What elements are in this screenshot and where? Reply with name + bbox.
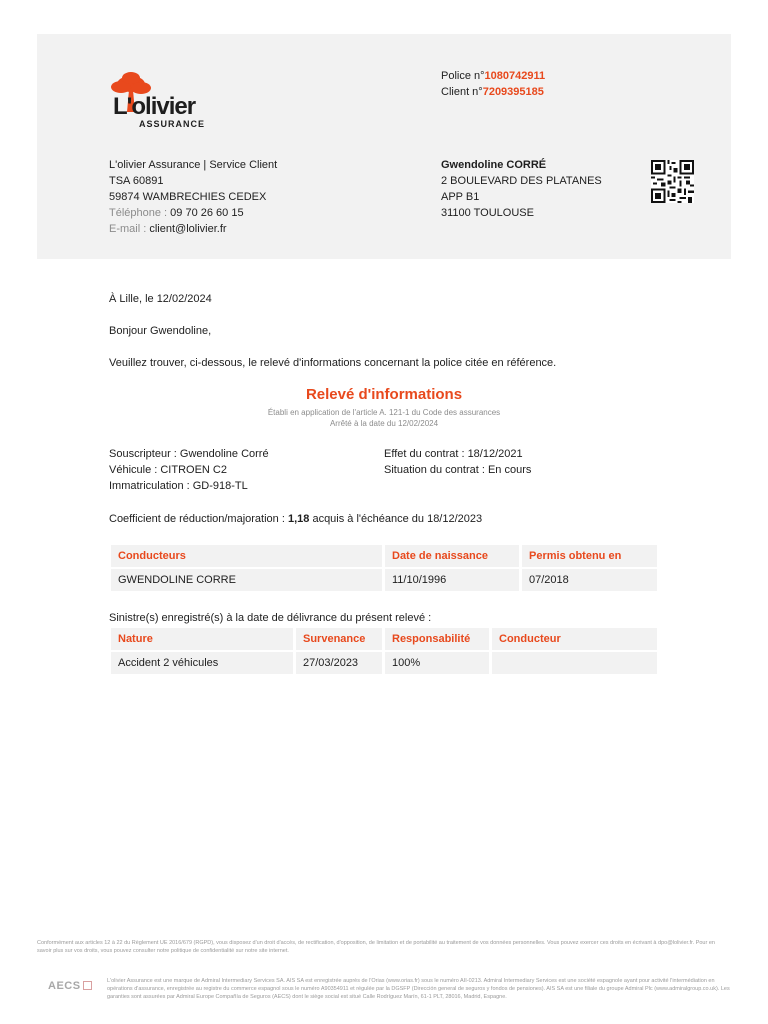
column-header: Date de naissance (385, 545, 519, 567)
document-title: Relevé d'informations (305, 386, 463, 403)
company-logo (109, 70, 224, 132)
column-header: Conducteurs (111, 545, 382, 567)
claims-intro: Sinistre(s) enregistré(s) à la date de délivrance du présent relevé : (109, 612, 432, 624)
recipient-line1: 2 BOULEVARD DES PLATANES (441, 175, 602, 187)
drivers-table (108, 543, 660, 593)
document-subtitle-2: Arrêté à la date du 12/02/2024 (329, 419, 439, 428)
table-cell: 11/10/1996 (385, 569, 519, 591)
table-row (111, 652, 657, 674)
recipient-name: Gwendoline CORRÉ (441, 159, 547, 171)
sender-phone (109, 205, 277, 221)
table-cell: 27/03/2023 (296, 652, 382, 674)
qr-code-icon (651, 160, 694, 203)
greeting: Bonjour Gwendoline, (109, 325, 212, 337)
intro-text: Veuillez trouver, ci-dessous, le relevé d'informations concernant la police citée en référence. (109, 357, 557, 369)
subscriber: Souscripteur : Gwendoline Corré (109, 448, 269, 460)
policy-number: 1080742911 (484, 70, 546, 82)
client-number: 7209395185 (482, 86, 544, 98)
claims-table-header (111, 628, 657, 650)
contract-info-right (384, 446, 531, 478)
column-header: Nature (111, 628, 293, 650)
phone-label: Téléphone : (109, 207, 171, 219)
sender-line3: 59874 WAMBRECHIES CEDEX (109, 191, 267, 203)
vehicle: Véhicule : CITROEN C2 (109, 464, 227, 476)
document-subtitle-1: Établi en application de l'article A. 121-1 du Code des assurances (267, 408, 501, 417)
aecs-label: AECS (48, 980, 81, 992)
coefficient-suffix: acquis à l'échéance du 18/12/2023 (309, 513, 483, 525)
table-cell: Accident 2 véhicules (111, 652, 293, 674)
sender-line1: L'olivier Assurance | Service Client (109, 159, 278, 171)
email-label: E-mail : (109, 223, 150, 235)
svg-text:ASSURANCE: ASSURANCE (139, 119, 206, 129)
recipient-address (441, 157, 602, 221)
contract-effect: Effet du contrat : 18/12/2021 (384, 448, 523, 460)
column-header: Responsabilité (385, 628, 489, 650)
column-header: Permis obtenu en (522, 545, 657, 567)
legal-notice: L'olivier Assurance est une marque de Admiral Intermediary Services SA. AIS SA est enregistrée auprès de l'Orias (www.orias.fr) sous le numéro AII-0213. Admiral Intermediary Services est une société espagnole ayant pour activité l'intermédiation en opérations d'assurance, enregistrée au registre du commerce espagnol sous le numéro A90354911 et régulée par la DGSFP (Dirección general de seguros y fondos de pensiones). AIS SA est une filiale du groupe Admiral Plc (www.admiralgroup.co.uk). Les garanties sont assurées par Admiral Europe Compañía de Seguros (AECS) dont le siège social est situé Calle Rodríguez Marín, 61-1 PLT, 28016, Madrid, Espagne. (107, 978, 730, 1000)
gdpr-notice: Conformément aux articles 12 à 22 du Règlement UE 2016/679 (RGPD), vous disposez d'un droit d'accès, de rectification, d'opposition, de limitation et de portabilité au traitement de vos données personnelles. Vous pouvez exercer ces droits en écrivant à dpo@lolivier.fr. Pour en savoir plus sur vos droits, vous pouvez consulter notre politique de confidentialité sur notre site internet. (37, 940, 715, 954)
email-value: client@lolivier.fr (149, 223, 227, 235)
column-header: Conducteur (492, 628, 657, 650)
coefficient-value: 1,18 (287, 513, 310, 525)
policy-label: Police n° (441, 70, 485, 82)
table-row (111, 569, 657, 591)
contract-info-left (109, 446, 269, 494)
table-cell: 100% (385, 652, 489, 674)
policy-line (441, 68, 545, 84)
phone-value: 09 70 26 60 15 (170, 207, 244, 219)
drivers-table-header (111, 545, 657, 567)
flag-icon (83, 981, 92, 990)
sender-email (109, 221, 277, 237)
coefficient-line (109, 511, 482, 527)
coefficient-prefix: Coefficient de réduction/majoration : (109, 513, 288, 525)
aecs-logo (48, 980, 92, 992)
date-line: À Lille, le 12/02/2024 (109, 293, 212, 305)
sender-address (109, 157, 277, 237)
table-cell: GWENDOLINE CORRE (111, 569, 382, 591)
table-cell: 07/2018 (522, 569, 657, 591)
reference-block (441, 68, 545, 100)
svg-text:L'olivier: L'olivier (113, 93, 196, 120)
recipient-line2: APP B1 (441, 191, 480, 203)
claims-table (108, 626, 660, 676)
contract-status: Situation du contrat : En cours (384, 464, 532, 476)
recipient-line3: 31100 TOULOUSE (441, 207, 534, 219)
table-cell (492, 652, 657, 674)
column-header: Survenance (296, 628, 382, 650)
plate: Immatriculation : GD-918-TL (109, 480, 248, 492)
client-label: Client n° (441, 86, 483, 98)
sender-line2: TSA 60891 (109, 175, 164, 187)
client-line (441, 84, 545, 100)
